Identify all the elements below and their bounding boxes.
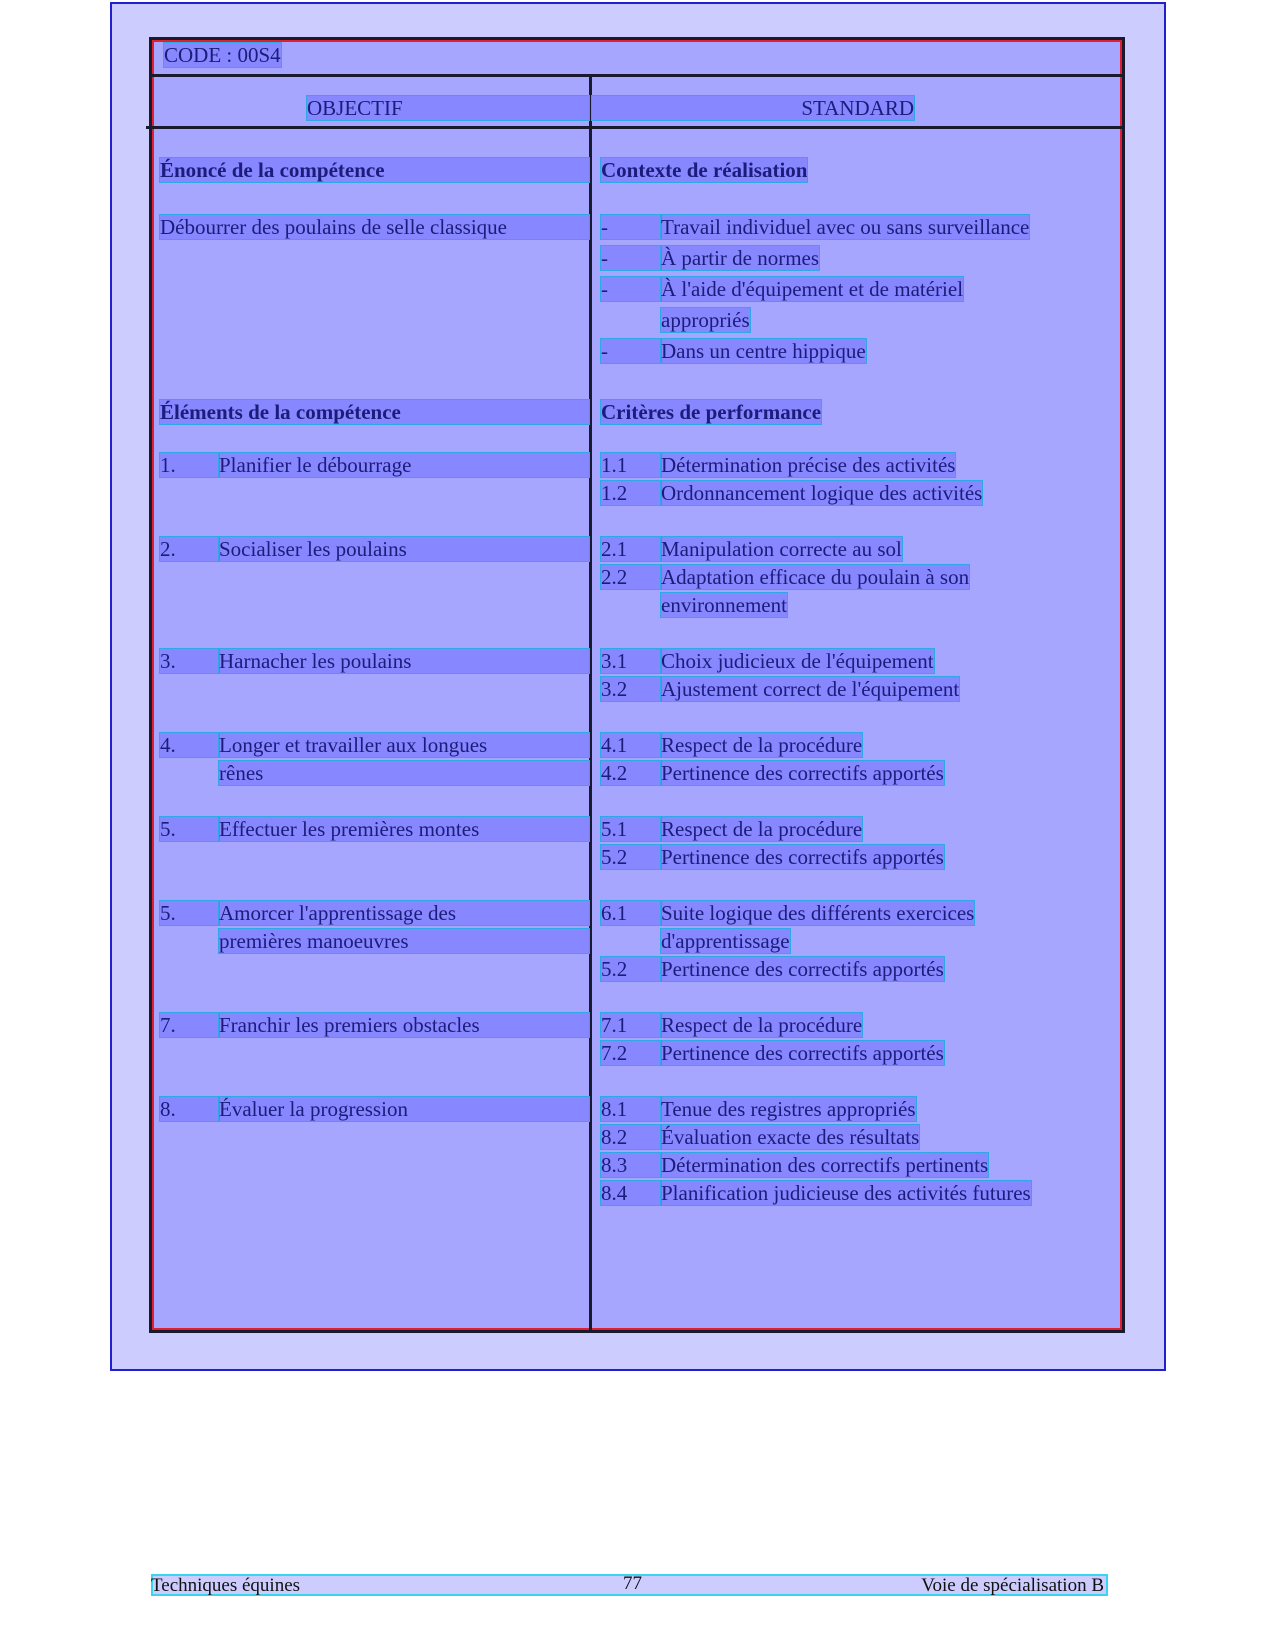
criterion-number: 6.1 [601,901,661,925]
enonce-title: Énoncé de la compétence [160,158,589,182]
criterion-text: d'apprentissage [661,929,790,953]
header-divider-top [152,74,1122,77]
criterion-text: Pertinence des correctifs apportés [661,761,944,785]
element-number: 1. [160,453,219,477]
element-text: Effectuer les premières montes [219,817,589,841]
element-text: rênes [219,761,589,785]
criterion-text: Pertinence des correctifs apportés [661,845,944,869]
criterion-number: 4.2 [601,761,661,785]
contexte-bullet: - [601,246,661,270]
element-number: 7. [160,1013,219,1037]
criterion-number: 7.1 [601,1013,661,1037]
element-text: premières manoeuvres [219,929,589,953]
criterion-text: Ordonnancement logique des activités [661,481,983,505]
element-text: Planifier le débourrage [219,453,589,477]
criterion-number: 8.4 [601,1181,661,1205]
element-number: 3. [160,649,219,673]
criterion-text: environnement [661,593,787,617]
criterion-text: Évaluation exacte des résultats [661,1125,920,1149]
criterion-text: Détermination des correctifs pertinents [661,1153,989,1177]
criterion-text: Respect de la procédure [661,1013,863,1037]
element-number: 8. [160,1097,219,1121]
criterion-number: 2.1 [601,537,661,561]
criterion-number: 1.1 [601,453,661,477]
criterion-number: 8.2 [601,1125,661,1149]
criterion-number: 8.3 [601,1153,661,1177]
elements-title: Éléments de la compétence [160,400,589,424]
contexte-item: Dans un centre hippique [661,339,866,363]
element-text: Évaluer la progression [219,1097,589,1121]
criterion-text: Respect de la procédure [661,733,863,757]
header-divider-bottom [146,126,1122,129]
criterion-number: 3.1 [601,649,661,673]
criterion-text: Détermination précise des activités [661,453,956,477]
objectif-header: OBJECTIF [307,96,589,120]
criterion-text: Pertinence des correctifs apportés [661,957,944,981]
contexte-bullet: - [601,215,661,239]
criterion-text: Choix judicieux de l'équipement [661,649,934,673]
competence-statement: Débourrer des poulains de selle classique [160,215,589,239]
element-number: 5. [160,901,219,925]
footer-left: Techniques équines [151,1575,301,1596]
element-number: 2. [160,537,219,561]
criterion-number: 7.2 [601,1041,661,1065]
element-number: 4. [160,733,219,757]
code-label: CODE : 00S4 [164,43,281,67]
element-text: Longer et travailler aux longues [219,733,589,757]
element-number: 5. [160,817,219,841]
criteres-title: Critères de performance [601,400,822,424]
criterion-number: 1.2 [601,481,661,505]
criterion-number: 4.1 [601,733,661,757]
element-text: Amorcer l'apprentissage des [219,901,589,925]
column-divider [589,76,592,1332]
contexte-item-continued: appropriés [661,308,750,332]
criterion-number: 5.2 [601,845,661,869]
element-text: Franchir les premiers obstacles [219,1013,589,1037]
contexte-bullet: - [601,277,661,301]
criterion-text: Tenue des registres appropriés [661,1097,916,1121]
criterion-number: 2.2 [601,565,661,589]
contexte-item: Travail individuel avec ou sans surveillance [661,215,1030,239]
contexte-title: Contexte de réalisation [601,158,808,182]
criterion-text: Adaptation efficace du poulain à son [661,565,970,589]
standard-header: STANDARD [592,96,914,120]
criterion-text: Pertinence des correctifs apportés [661,1041,944,1065]
contexte-item: À l'aide d'équipement et de matériel [661,277,964,301]
criterion-text: Ajustement correct de l'équipement [661,677,960,701]
criterion-number: 5.1 [601,817,661,841]
element-text: Harnacher les poulains [219,649,589,673]
criterion-number: 5.2 [601,957,661,981]
contexte-bullet: - [601,339,661,363]
criterion-text: Respect de la procédure [661,817,863,841]
element-text: Socialiser les poulains [219,537,589,561]
criterion-text: Suite logique des différents exercices [661,901,975,925]
criterion-text: Planification judicieuse des activités futures [661,1181,1031,1205]
criterion-text: Manipulation correcte au sol [661,537,902,561]
footer-right: Voie de spécialisation B [921,1575,1104,1596]
criterion-number: 3.2 [601,677,661,701]
criterion-number: 8.1 [601,1097,661,1121]
page-number: 77 [623,1573,642,1594]
contexte-item: À partir de normes [661,246,820,270]
